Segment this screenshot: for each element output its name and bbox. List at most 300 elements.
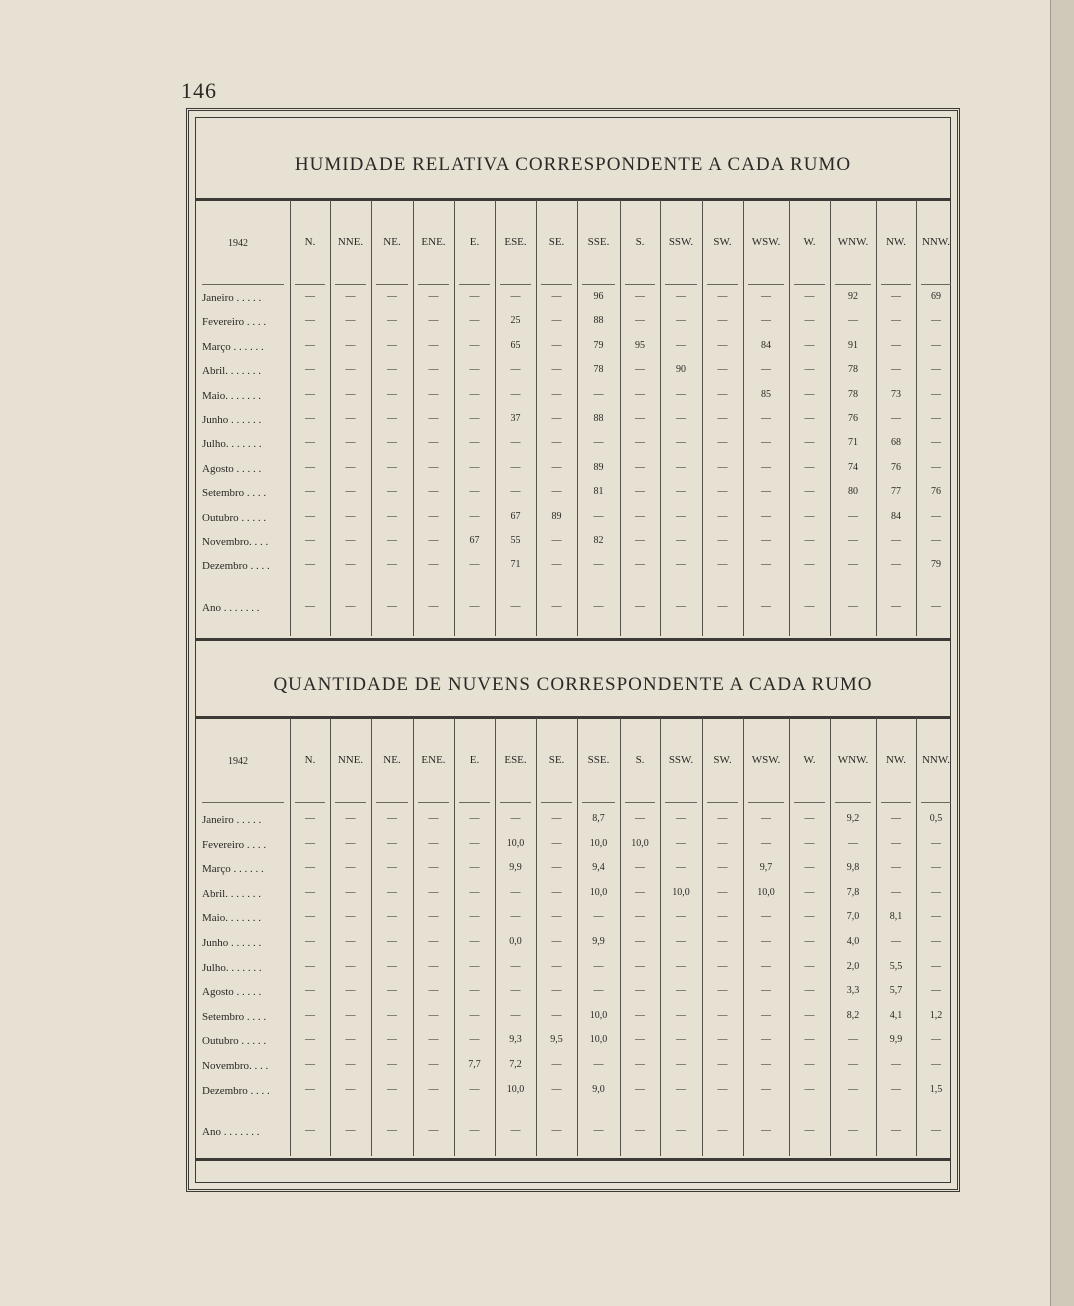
header-underline [295, 802, 325, 803]
table-cell: — [345, 862, 356, 874]
table-cell: 88 [593, 413, 604, 424]
table-cell: — [469, 936, 480, 947]
table-cell: — [305, 510, 315, 522]
header-underline [541, 802, 572, 803]
table-cell: — [510, 601, 521, 612]
column-header: ENE. [421, 236, 446, 248]
header-underline [881, 802, 911, 803]
table-cell: — [676, 813, 686, 824]
table-cell: — [345, 315, 356, 327]
table-cell: — [428, 1059, 439, 1070]
row-label: Novembro. . . . [202, 1060, 269, 1072]
table-cell: 10,0 [506, 1083, 525, 1095]
table-cell: 76 [931, 486, 941, 498]
table-cell: — [804, 461, 815, 473]
table-cell: — [717, 486, 728, 498]
table-cell: 9,9 [592, 936, 605, 947]
table-cell: — [469, 486, 480, 498]
table-cell: — [848, 559, 858, 571]
table-cell: — [510, 813, 521, 824]
table-cell: — [428, 837, 439, 849]
table-cell: — [551, 364, 562, 376]
table-cell: — [510, 388, 521, 400]
table-cell: — [345, 601, 356, 612]
column-header: S. [635, 754, 645, 766]
header-underline [921, 802, 951, 803]
column-header: WSW. [751, 236, 781, 248]
table-cell: — [387, 559, 397, 571]
table-cell: — [804, 315, 815, 327]
row-label: Outubro . . . . . [202, 1035, 267, 1048]
table-cell: — [635, 960, 645, 972]
table-cell: — [717, 461, 728, 473]
table-cell: — [469, 886, 480, 898]
table-cell: — [593, 388, 604, 400]
table-cell: — [305, 461, 315, 473]
table-cell: — [305, 601, 315, 612]
table-cell: 9,9 [889, 1034, 903, 1046]
table-cell: 78 [848, 388, 858, 400]
table-cell: 67 [469, 535, 480, 546]
table-cell: — [551, 486, 562, 498]
table-cell: — [761, 601, 771, 612]
table-cell: — [428, 461, 439, 473]
column-header: S. [635, 236, 645, 248]
table-cell: 67 [510, 510, 521, 522]
column-header: E. [469, 754, 480, 766]
table-cell: 25 [510, 315, 521, 327]
table-cell: 8,7 [592, 813, 605, 824]
humidity-header-rule [196, 198, 950, 201]
table-cell: — [635, 985, 645, 997]
table-cell: — [428, 510, 439, 522]
table-cell: — [761, 960, 771, 972]
table-cell: — [345, 510, 356, 522]
table-cell: — [387, 364, 397, 376]
column-header: N. [304, 236, 316, 248]
table-cell: — [804, 1059, 815, 1070]
table-cell: 78 [848, 364, 858, 376]
table-cell: — [305, 413, 315, 424]
table-cell: 9,8 [846, 862, 860, 874]
table-cell: — [891, 1059, 901, 1070]
table-cell: — [717, 837, 728, 849]
table-cell: — [717, 936, 728, 947]
table-cell: — [510, 437, 521, 449]
table-cell: — [551, 837, 562, 849]
table-cell: — [717, 911, 728, 923]
table-cell: — [717, 510, 728, 522]
table-cell: — [761, 1059, 771, 1070]
table-cell: — [387, 486, 397, 498]
table-cell: — [428, 1125, 439, 1136]
table-cell: — [510, 291, 521, 302]
table-cell: — [469, 837, 480, 849]
table-cell: — [387, 315, 397, 327]
table-cell: — [345, 437, 356, 449]
table-cell: 81 [593, 486, 604, 498]
table-cell: — [848, 1059, 858, 1070]
table-cell: — [469, 1009, 480, 1021]
table-cell: — [551, 936, 562, 947]
header-underline [418, 802, 449, 803]
table-cell: 2,0 [846, 960, 860, 972]
table-cell: — [717, 559, 728, 571]
table-cell: — [676, 837, 686, 849]
table-cell: 84 [891, 510, 901, 522]
row-label: Abril. . . . . . . [202, 365, 261, 378]
table-cell: — [428, 486, 439, 498]
table-cell: 55 [510, 535, 521, 546]
table-cell: — [804, 339, 815, 351]
table-cell: — [761, 936, 771, 947]
column-header: ENE. [421, 754, 446, 766]
table-cell: 80 [848, 486, 858, 498]
table-cell: — [387, 1059, 397, 1070]
table-cell: — [891, 364, 901, 376]
table-cell: 85 [761, 388, 771, 400]
table-cell: 71 [848, 437, 858, 449]
table-cell: — [551, 535, 562, 546]
column-header: NE. [383, 754, 401, 766]
table-cell: — [676, 291, 686, 302]
header-underline [459, 284, 490, 285]
table-cell: — [510, 985, 521, 997]
table-cell: — [510, 364, 521, 376]
header-underline [921, 284, 951, 285]
table-cell: — [345, 936, 356, 947]
table-cell: — [761, 315, 771, 327]
table-cell: — [551, 1059, 562, 1070]
table-cell: 10,0 [672, 886, 690, 898]
table-cell: — [593, 510, 604, 522]
row-label: Outubro . . . . . [202, 511, 267, 524]
table-cell: — [891, 413, 901, 424]
table-cell: — [387, 339, 397, 351]
table-cell: — [804, 886, 815, 898]
header-underline [376, 284, 408, 285]
header-underline [202, 802, 284, 803]
table-cell: — [761, 837, 771, 849]
table-cell: — [593, 601, 604, 612]
header-underline [459, 802, 490, 803]
table-cell: — [931, 1125, 941, 1136]
table-cell: 10,0 [589, 1009, 608, 1021]
table-cell: 10,0 [589, 1034, 608, 1046]
table-cell: — [305, 1059, 315, 1070]
table-cell: — [931, 461, 941, 473]
table-cell: — [428, 985, 439, 997]
page-number: 146 [181, 78, 217, 103]
table-cell: — [469, 911, 480, 923]
table-cell: — [345, 461, 356, 473]
table-cell: — [345, 413, 356, 424]
table-cell: — [635, 559, 645, 571]
table-cell: — [931, 886, 941, 898]
column-header: N. [304, 754, 316, 766]
table-cell: — [717, 1059, 728, 1070]
table-cell: — [804, 510, 815, 522]
table-cell: — [931, 1034, 941, 1046]
table-cell: — [635, 1009, 645, 1021]
table-cell: — [387, 985, 397, 997]
table-cell: — [551, 413, 562, 424]
table-cell: — [345, 985, 356, 997]
table-cell: — [635, 315, 645, 327]
table-cell: 7,0 [846, 911, 860, 923]
table-cell: 10,0 [589, 837, 608, 849]
table-cell: 10,0 [589, 886, 608, 898]
table-cell: — [387, 1125, 397, 1136]
table-cell: — [345, 1059, 356, 1070]
table-cell: — [593, 1059, 604, 1070]
column-header: NW. [885, 754, 907, 766]
table-cell: — [345, 837, 356, 849]
table-cell: — [804, 936, 815, 947]
table-cell: — [469, 813, 480, 824]
header-underline [748, 802, 784, 803]
table-cell: 0,0 [509, 936, 522, 947]
table-cell: — [761, 486, 771, 498]
table-cell: — [848, 535, 858, 546]
table-cell: — [848, 601, 858, 612]
table-cell: — [676, 911, 686, 923]
table-cell: — [931, 837, 941, 849]
table-cell: — [387, 510, 397, 522]
table-cell: — [676, 461, 686, 473]
table-cell: — [676, 315, 686, 327]
table-cell: — [635, 862, 645, 874]
table-cell: — [931, 510, 941, 522]
table-cell: 92 [848, 291, 858, 302]
table-cell: — [345, 911, 356, 923]
clouds-table-title: QUANTIDADE DE NUVENS CORRESPONDENTE A CADA RUMO [273, 674, 873, 695]
table-cell: — [931, 413, 941, 424]
table-cell: — [305, 1125, 315, 1136]
table-cell: — [848, 510, 858, 522]
row-label: Ano . . . . . . . [202, 1126, 260, 1138]
table-cell: — [676, 985, 686, 997]
table-cell: — [761, 1125, 771, 1136]
table-cell: — [931, 388, 941, 400]
table-cell: — [428, 559, 439, 571]
table-cell: — [428, 535, 439, 546]
table-cell: — [387, 535, 397, 546]
table-cell: — [676, 388, 686, 400]
table-cell: — [469, 1034, 480, 1046]
table-cell: — [428, 388, 439, 400]
table-cell: 79 [593, 339, 604, 351]
table-cell: — [428, 413, 439, 424]
table-cell: — [761, 985, 771, 997]
header-underline [835, 802, 871, 803]
table-cell: 1,2 [929, 1009, 943, 1021]
header-underline [794, 802, 825, 803]
table-cell: — [635, 364, 645, 376]
table-cell: — [891, 535, 901, 546]
table-cell: — [593, 960, 604, 972]
table-cell: — [387, 1009, 397, 1021]
table-cell: — [761, 437, 771, 449]
table-cell: 5,5 [889, 960, 903, 972]
column-header: SE. [548, 236, 565, 248]
table-cell: — [931, 364, 941, 376]
table-cell: — [510, 486, 521, 498]
header-underline [295, 284, 325, 285]
table-cell: — [804, 1125, 815, 1136]
table-cell: — [804, 985, 815, 997]
table-cell: 8,2 [846, 1009, 860, 1021]
table-cell: — [761, 535, 771, 546]
column-header: WNW. [837, 754, 869, 766]
table-cell: — [717, 388, 728, 400]
header-underline [500, 284, 531, 285]
table-cell: — [635, 486, 645, 498]
table-cell: — [804, 813, 815, 824]
table-cell: — [345, 886, 356, 898]
table-cell: 91 [848, 339, 858, 351]
table-cell: — [676, 601, 686, 612]
row-label: Abril. . . . . . . [202, 887, 261, 900]
table-cell: — [510, 1009, 521, 1021]
table-cell: — [469, 339, 480, 351]
table-cell: — [551, 601, 562, 612]
table-cell: — [891, 813, 901, 824]
table-cell: — [551, 339, 562, 351]
row-label: Junho . . . . . . [202, 937, 262, 949]
table-cell: — [891, 1125, 901, 1136]
table-cell: 4,1 [889, 1009, 903, 1021]
table-cell: — [387, 1083, 397, 1095]
table-cell: — [510, 960, 521, 972]
table-cell: — [551, 388, 562, 400]
column-header: WSW. [751, 754, 781, 766]
column-header: NNW. [921, 754, 950, 766]
table-cell: — [305, 886, 315, 898]
table-cell: 10,0 [631, 837, 649, 849]
table-cell: — [305, 862, 315, 874]
page-edge [1050, 0, 1074, 1306]
table-cell: — [676, 339, 686, 351]
table-cell: — [635, 291, 645, 302]
table-cell: — [635, 535, 645, 546]
table-cell: — [345, 1009, 356, 1021]
row-label: Agosto . . . . . [202, 462, 262, 475]
table-cell: — [676, 1083, 686, 1095]
column-header: SSE. [587, 236, 610, 248]
table-cell: — [717, 413, 728, 424]
column-header: NW. [885, 236, 907, 248]
table-cell: — [717, 1034, 728, 1046]
column-header: SW. [713, 754, 732, 766]
table-cell: — [676, 559, 686, 571]
column-header: NNW. [921, 236, 950, 248]
table-cell: — [551, 886, 562, 898]
column-header: E. [469, 236, 480, 248]
table-cell: — [345, 559, 356, 571]
column-header: WNW. [837, 236, 869, 248]
table-cell: — [387, 461, 397, 473]
table-cell: — [345, 1034, 356, 1046]
table-cell: — [717, 315, 728, 327]
table-cell: — [305, 837, 315, 849]
table-cell: — [469, 510, 480, 522]
table-cell: — [804, 1034, 815, 1046]
table-cell: 96 [593, 291, 604, 302]
table-cell: — [428, 1009, 439, 1021]
row-label: Maio. . . . . . . [202, 389, 261, 402]
table-cell: 68 [891, 437, 901, 449]
row-label: Julho. . . . . . . [202, 961, 262, 974]
header-underline [625, 802, 655, 803]
table-cell: — [305, 911, 315, 923]
row-label: Fevereiro . . . . [202, 838, 267, 851]
table-cell: — [891, 837, 901, 849]
table-cell: — [717, 862, 728, 874]
table-cell: 8,1 [889, 911, 903, 923]
column-header: SE. [548, 754, 565, 766]
table-cell: — [761, 1009, 771, 1021]
table-cell: — [761, 510, 771, 522]
table-cell: — [428, 886, 439, 898]
table-cell: — [469, 1125, 480, 1136]
table-cell: — [305, 1034, 315, 1046]
table-cell: — [469, 437, 480, 449]
table-cell: — [804, 413, 815, 424]
table-cell: — [717, 364, 728, 376]
table-cell: — [551, 911, 562, 923]
row-label: Dezembro . . . . [202, 560, 270, 573]
table-cell: — [676, 1034, 686, 1046]
table-cell: — [305, 339, 315, 351]
section-divider-rule [196, 638, 950, 641]
table-cell: — [428, 862, 439, 874]
table-cell: 10,0 [506, 837, 525, 849]
bottom-rule [196, 1158, 950, 1161]
table-cell: — [387, 601, 397, 612]
table-cell: 89 [551, 510, 562, 522]
table-cell: — [635, 388, 645, 400]
table-cell: — [931, 339, 941, 351]
clouds-header-rule [196, 716, 950, 719]
table-cell: 82 [593, 535, 604, 546]
table-cell: — [931, 960, 941, 972]
table-cell: — [676, 1009, 686, 1021]
table-cell: — [345, 960, 356, 972]
table-cell: — [469, 960, 480, 972]
table-cell: — [387, 291, 397, 302]
table-cell: 9,5 [550, 1034, 563, 1046]
table-inner-border [195, 117, 951, 1183]
table-cell: — [891, 339, 901, 351]
table-cell: — [551, 461, 562, 473]
header-underline [376, 802, 408, 803]
header-underline [748, 284, 784, 285]
table-cell: — [305, 559, 315, 571]
table-cell: — [931, 985, 941, 997]
table-cell: — [305, 1083, 315, 1095]
row-label: Julho. . . . . . . [202, 438, 262, 451]
row-label: Março . . . . . . [202, 863, 264, 876]
table-cell: — [469, 388, 480, 400]
table-cell: 74 [848, 461, 858, 473]
table-frame [186, 108, 960, 1192]
table-cell: — [469, 559, 480, 571]
table-cell: — [761, 461, 771, 473]
clouds-year-label: 1942 [228, 756, 248, 767]
table-cell: 9,0 [592, 1083, 605, 1095]
table-cell: — [761, 1083, 771, 1095]
